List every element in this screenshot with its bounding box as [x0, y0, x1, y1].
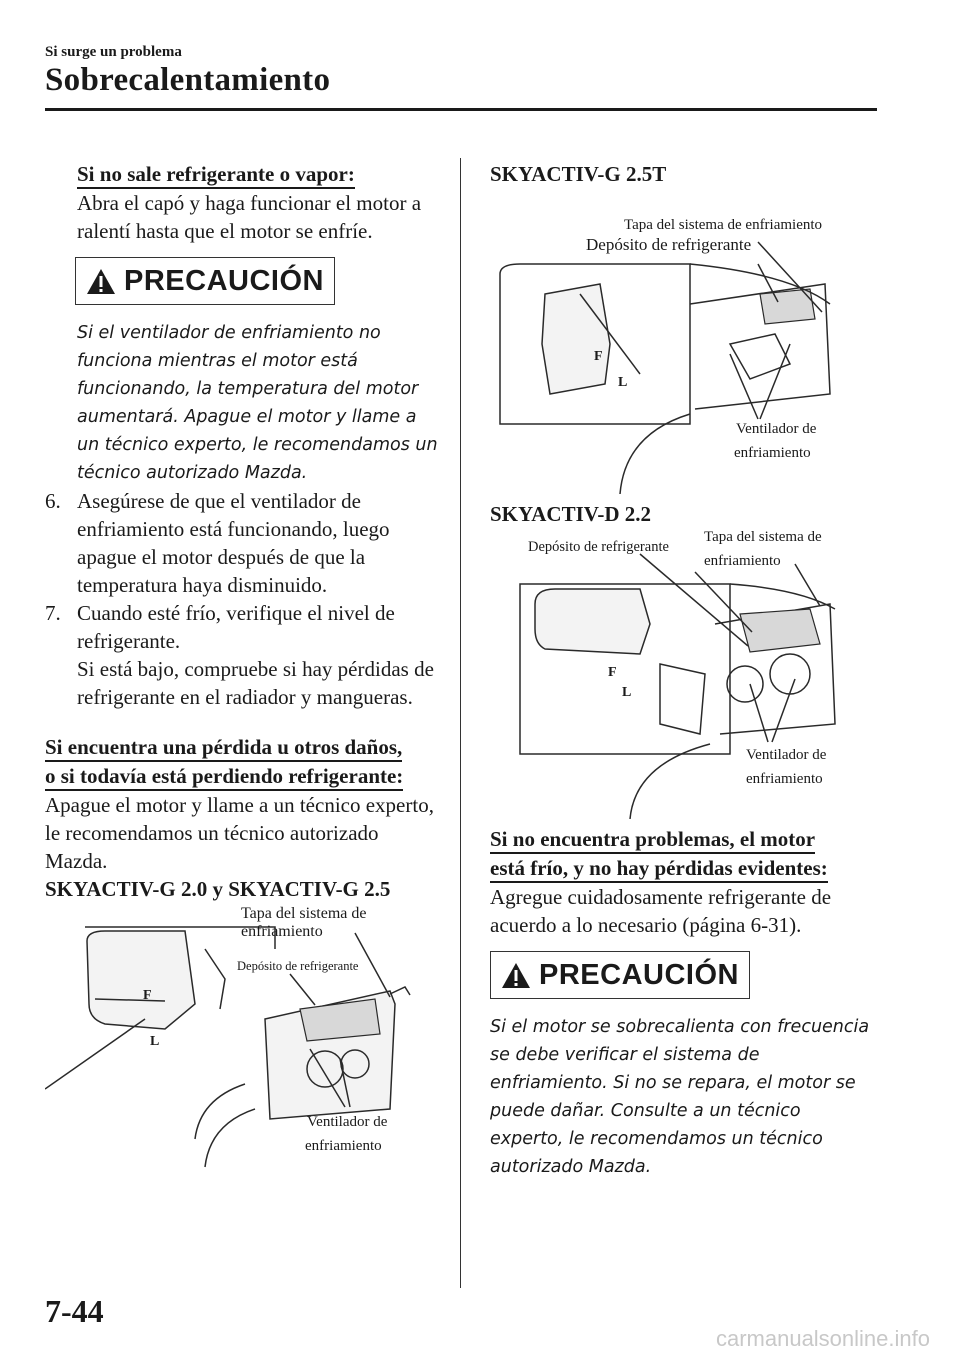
- step-text-block: [77, 599, 440, 711]
- fig1-gauge-f: F: [143, 988, 152, 1003]
- leak-block: [45, 733, 440, 903]
- no-coolant-text: Abra el capó y haga funcionar el motor a ralentí hasta que el motor se enfríe.: [77, 191, 422, 243]
- step-extra-text: Si está bajo, compruebe si hay pérdidas de refrigerante en el radiador y mangueras.: [77, 657, 434, 709]
- fig2-cap-label: Tapa del sistema de enfriamiento: [624, 217, 823, 233]
- fig1-reservoir-label: Depósito de refrigerante: [237, 959, 359, 973]
- caution-text-left: Si el ventilador de enfriamiento no funciona mientras el motor está funcionando, la temperatura del motor aumentará. Apague el motor y llame a un técnico experto, le recomendamos un técnico autorizado Mazda.: [77, 323, 438, 483]
- figure2-title: SKYACTIV-G 2.5T: [490, 162, 667, 186]
- fig3-fan-label-2: enfriamiento: [746, 771, 823, 787]
- left-column: [45, 160, 440, 1169]
- no-coolant-block: [45, 160, 440, 245]
- step-text: Cuando esté frío, verifique el nivel de refrigerante.: [77, 601, 395, 653]
- ok-block: [490, 825, 890, 939]
- fig2-gauge-f: F: [594, 349, 603, 364]
- warning-icon: [501, 962, 531, 989]
- fig2-fan-label-2: enfriamiento: [734, 445, 811, 461]
- caution-box-right: [490, 951, 750, 999]
- warning-icon: [86, 268, 116, 295]
- fig3-fan-label-1: Ventilador de: [746, 747, 827, 763]
- caution-label-left: PRECAUCIÓN: [124, 265, 324, 297]
- steps-list: [45, 487, 440, 711]
- fig3-reservoir-label: Depósito de refrigerante: [528, 539, 669, 555]
- fig3-cap-label-1: Tapa del sistema de: [704, 529, 822, 545]
- fig2-gauge-l: L: [618, 375, 628, 390]
- fig3-gauge-f: F: [608, 665, 617, 680]
- no-coolant-heading: Si no sale refrigerante o vapor:: [77, 161, 355, 189]
- ok-heading-line-1: Si no encuentra problemas, el motor: [490, 826, 815, 854]
- step-number: 6.: [45, 489, 61, 513]
- step-number: 7.: [45, 601, 61, 625]
- page-title: Sobrecalentamiento: [45, 62, 331, 98]
- figure-skyactiv-d22: [490, 529, 890, 819]
- leak-text: Apague el motor y llame a un técnico experto, le recomendamos un técnico autorizado Mazda.: [45, 793, 434, 873]
- figure-skyactiv-g25t: [490, 194, 890, 494]
- ok-text: Agregue cuidadosamente refrigerante de acuerdo a lo necesario (página 6-31).: [490, 885, 832, 937]
- fig3-cap-label-2: enfriamiento: [704, 553, 781, 569]
- figure3-title: SKYACTIV-D 2.2: [490, 502, 652, 526]
- step-text: Asegúrese de que el ventilador de enfriamiento está funcionando, luego apague el motor después de que la temperatura haya disminuido.: [77, 489, 390, 597]
- column-divider: [460, 158, 461, 1288]
- figure1-title: SKYACTIV-G 2.0 y SKYACTIV-G 2.5: [45, 877, 391, 901]
- fig1-fan-label-1: Ventilador de: [307, 1114, 388, 1130]
- fig1-gauge-l: L: [150, 1034, 160, 1049]
- caution-box-left: [75, 257, 335, 305]
- list-item: [45, 599, 440, 711]
- leak-heading-line-1: Si encuentra una pérdida u otros daños,: [45, 734, 402, 762]
- caution-text-right: Si el motor se sobrecalienta con frecuencia se debe verificar el sistema de enfriamiento. Si no se repara, el motor se puede dañar. Consulte a un técnico experto, le recomendamos un técnico autorizado Mazda.: [490, 1017, 870, 1177]
- ok-heading-line-2: está frío, y no hay pérdidas evidentes:: [490, 855, 828, 883]
- section-label: Si surge un problema: [45, 44, 182, 60]
- fig2-reservoir-label: Depósito de refrigerante: [586, 235, 752, 254]
- right-column: [490, 160, 890, 1181]
- list-item: [45, 487, 440, 599]
- page-number: 7-44: [45, 1293, 104, 1329]
- watermark: carmanualsonline.info: [715, 1326, 930, 1351]
- fig3-gauge-l: L: [622, 685, 632, 700]
- fig1-cap-label: Tapa del sistema de enfriamiento: [241, 905, 367, 940]
- caution-label-right: PRECAUCIÓN: [539, 959, 739, 991]
- engine-bay-illustration: [490, 534, 890, 819]
- leak-heading-line-2: o si todavía está perdiendo refrigerante:: [45, 763, 403, 791]
- figure-skyactiv-g20-g25: [45, 905, 440, 1169]
- title-rule: [45, 108, 877, 111]
- fig2-fan-label-1: Ventilador de: [736, 421, 817, 437]
- fig1-fan-label-2: enfriamiento: [305, 1138, 382, 1154]
